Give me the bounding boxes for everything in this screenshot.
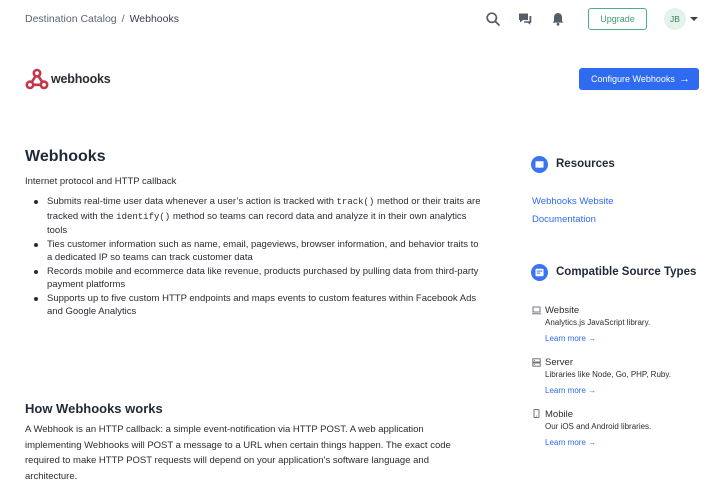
webhooks-logo-icon xyxy=(25,68,49,90)
book-icon xyxy=(531,156,548,173)
search-icon[interactable] xyxy=(485,11,501,27)
page-subtitle: Internet protocol and HTTP callback xyxy=(25,176,177,187)
section-title: How Webhooks works xyxy=(25,401,163,416)
list-item xyxy=(25,195,485,238)
learn-more-server-link[interactable]: Learn more → xyxy=(545,386,597,395)
avatar[interactable]: JB xyxy=(664,8,686,30)
list-item: Records mobile and ecommerce data like revenue, products purchased by pulling data from third-party payment platforms xyxy=(25,265,485,292)
list-item-text: method so teams can record data and analyze it in their own analytics tools xyxy=(47,210,467,236)
code-snippet: identify() xyxy=(116,211,171,222)
list-item: Ties customer information such as name, email, pageviews, browser information, and behavior traits to a dedicated IP so teams can track customer data xyxy=(25,238,485,265)
server-icon xyxy=(532,358,541,367)
top-bar xyxy=(0,0,720,38)
list-item-text: Submits real-time user data whenever a user’s action is tracked with xyxy=(47,196,337,207)
source-types-icon xyxy=(531,264,548,281)
monitor-icon xyxy=(532,306,541,315)
breadcrumb-separator: / xyxy=(121,13,125,25)
configure-label: Configure Webhooks xyxy=(591,74,675,84)
chat-icon[interactable] xyxy=(517,11,533,27)
upgrade-button[interactable]: Upgrade xyxy=(588,8,647,30)
source-types-heading: Compatible Source Types xyxy=(556,266,697,278)
code-snippet: track() xyxy=(336,197,375,207)
feature-list xyxy=(25,195,485,319)
source-desc-server: Libraries like Node, Go, PHP, Ruby. xyxy=(545,370,671,379)
configure-webhooks-button[interactable] xyxy=(579,68,699,90)
resources-heading: Resources xyxy=(556,158,615,170)
phone-icon xyxy=(532,409,541,418)
breadcrumb xyxy=(25,13,179,25)
integration-name: webhooks xyxy=(51,72,111,86)
webhooks-website-link[interactable]: Webhooks Website xyxy=(532,196,614,207)
source-name-mobile: Mobile xyxy=(545,409,573,420)
learn-more-mobile-link[interactable]: Learn more → xyxy=(545,438,597,447)
arrow-right-icon: → xyxy=(679,73,690,85)
section-body: A Webhook is an HTTP callback: a simple event-notification via HTTP POST. A web application implementing Webhooks will POST a message to a URL when certain things happen. The exact code required to make HTTP POST requests will depend on your application’s software language and architecture. xyxy=(25,424,451,481)
breadcrumb-current: Webhooks xyxy=(129,13,179,25)
breadcrumb-root-link[interactable]: Destination Catalog xyxy=(25,13,117,25)
list-item: Supports up to five custom HTTP endpoints and maps events to custom features within Facebook Ads and Google Analytics xyxy=(25,292,485,319)
chevron-down-icon[interactable] xyxy=(690,17,698,21)
learn-more-website-link[interactable]: Learn more → xyxy=(545,334,597,343)
documentation-link[interactable]: Documentation xyxy=(532,214,596,225)
page-title: Webhooks xyxy=(25,148,106,165)
bell-icon[interactable] xyxy=(550,11,566,27)
source-desc-mobile: Our iOS and Android libraries. xyxy=(545,422,652,431)
source-name-website: Website xyxy=(545,305,580,316)
source-desc-website: Analytics.js JavaScript library. xyxy=(545,318,651,327)
source-name-server: Server xyxy=(545,357,573,368)
list-item-text: method or their traits are tracked with the xyxy=(47,196,481,222)
